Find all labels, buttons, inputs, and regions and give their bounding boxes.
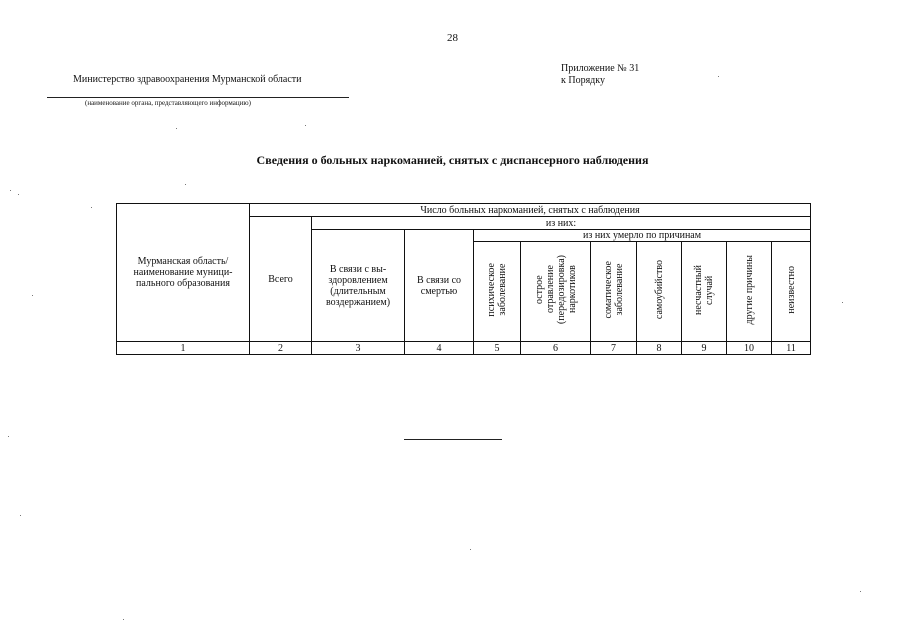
- column-number: 6: [521, 342, 591, 355]
- appendix-reference: к Порядку: [561, 75, 605, 86]
- header-subgroup: из них:: [312, 217, 811, 230]
- scan-speck: [18, 194, 19, 195]
- ministry-name: Министерство здравоохранения Мурманской области: [73, 74, 302, 85]
- header-total: Всего: [250, 217, 312, 342]
- scan-speck: [20, 515, 21, 516]
- header-death: В связи со смертью: [405, 230, 474, 342]
- column-number: 11: [772, 342, 811, 355]
- document-title: Сведения о больных наркоманией, снятых с диспансерного наблюдения: [256, 153, 649, 167]
- scan-speck: [470, 549, 471, 550]
- scan-speck: [8, 436, 9, 437]
- column-number: 3: [312, 342, 405, 355]
- scan-speck: [91, 207, 92, 208]
- scan-speck: [10, 190, 11, 191]
- scan-speck: [842, 302, 843, 303]
- header-cause-overdose: острое отравление (передозировка) наркотиков: [521, 242, 591, 342]
- header-cause-somatic: соматическое заболевание: [591, 242, 637, 342]
- header-region: Мурманская область/ наименование муници- пального образования: [117, 204, 250, 342]
- scan-speck: [185, 184, 186, 185]
- column-number: 5: [474, 342, 521, 355]
- header-cause-suicide: самоубийство: [637, 242, 682, 342]
- scan-speck: [718, 76, 719, 77]
- column-number: 10: [727, 342, 772, 355]
- header-cause-mental: психическое заболевание: [474, 242, 521, 342]
- header-cause-accident: несчастный случай: [682, 242, 727, 342]
- scan-speck: [860, 591, 861, 592]
- column-numbers-row: [117, 342, 811, 355]
- ministry-caption: (наименование органа, представляющего информацию): [85, 99, 251, 107]
- header-recovery: В связи с вы- здоровлением (длительным воздержанием): [312, 230, 405, 342]
- scan-speck: [123, 619, 124, 620]
- ministry-underline: [47, 97, 349, 98]
- header-group: Число больных наркоманией, снятых с наблюдения: [250, 204, 811, 217]
- header-cause-other: другие причины: [727, 242, 772, 342]
- closing-rule: [404, 439, 502, 440]
- column-number: 1: [117, 342, 250, 355]
- scan-speck: [32, 295, 33, 296]
- column-number: 2: [250, 342, 312, 355]
- column-number: 7: [591, 342, 637, 355]
- table-header-row: [117, 204, 811, 217]
- report-table: [116, 203, 811, 355]
- scan-speck: [176, 128, 177, 129]
- header-death-causes: из них умерло по причинам: [474, 230, 811, 242]
- appendix-number: Приложение № 31: [561, 63, 640, 74]
- column-number: 4: [405, 342, 474, 355]
- appendix-note: [561, 63, 639, 87]
- header-cause-unknown: неизвестно: [772, 242, 811, 342]
- column-number: 8: [637, 342, 682, 355]
- page-number: 28: [447, 32, 458, 44]
- column-number: 9: [682, 342, 727, 355]
- scan-speck: [305, 125, 306, 126]
